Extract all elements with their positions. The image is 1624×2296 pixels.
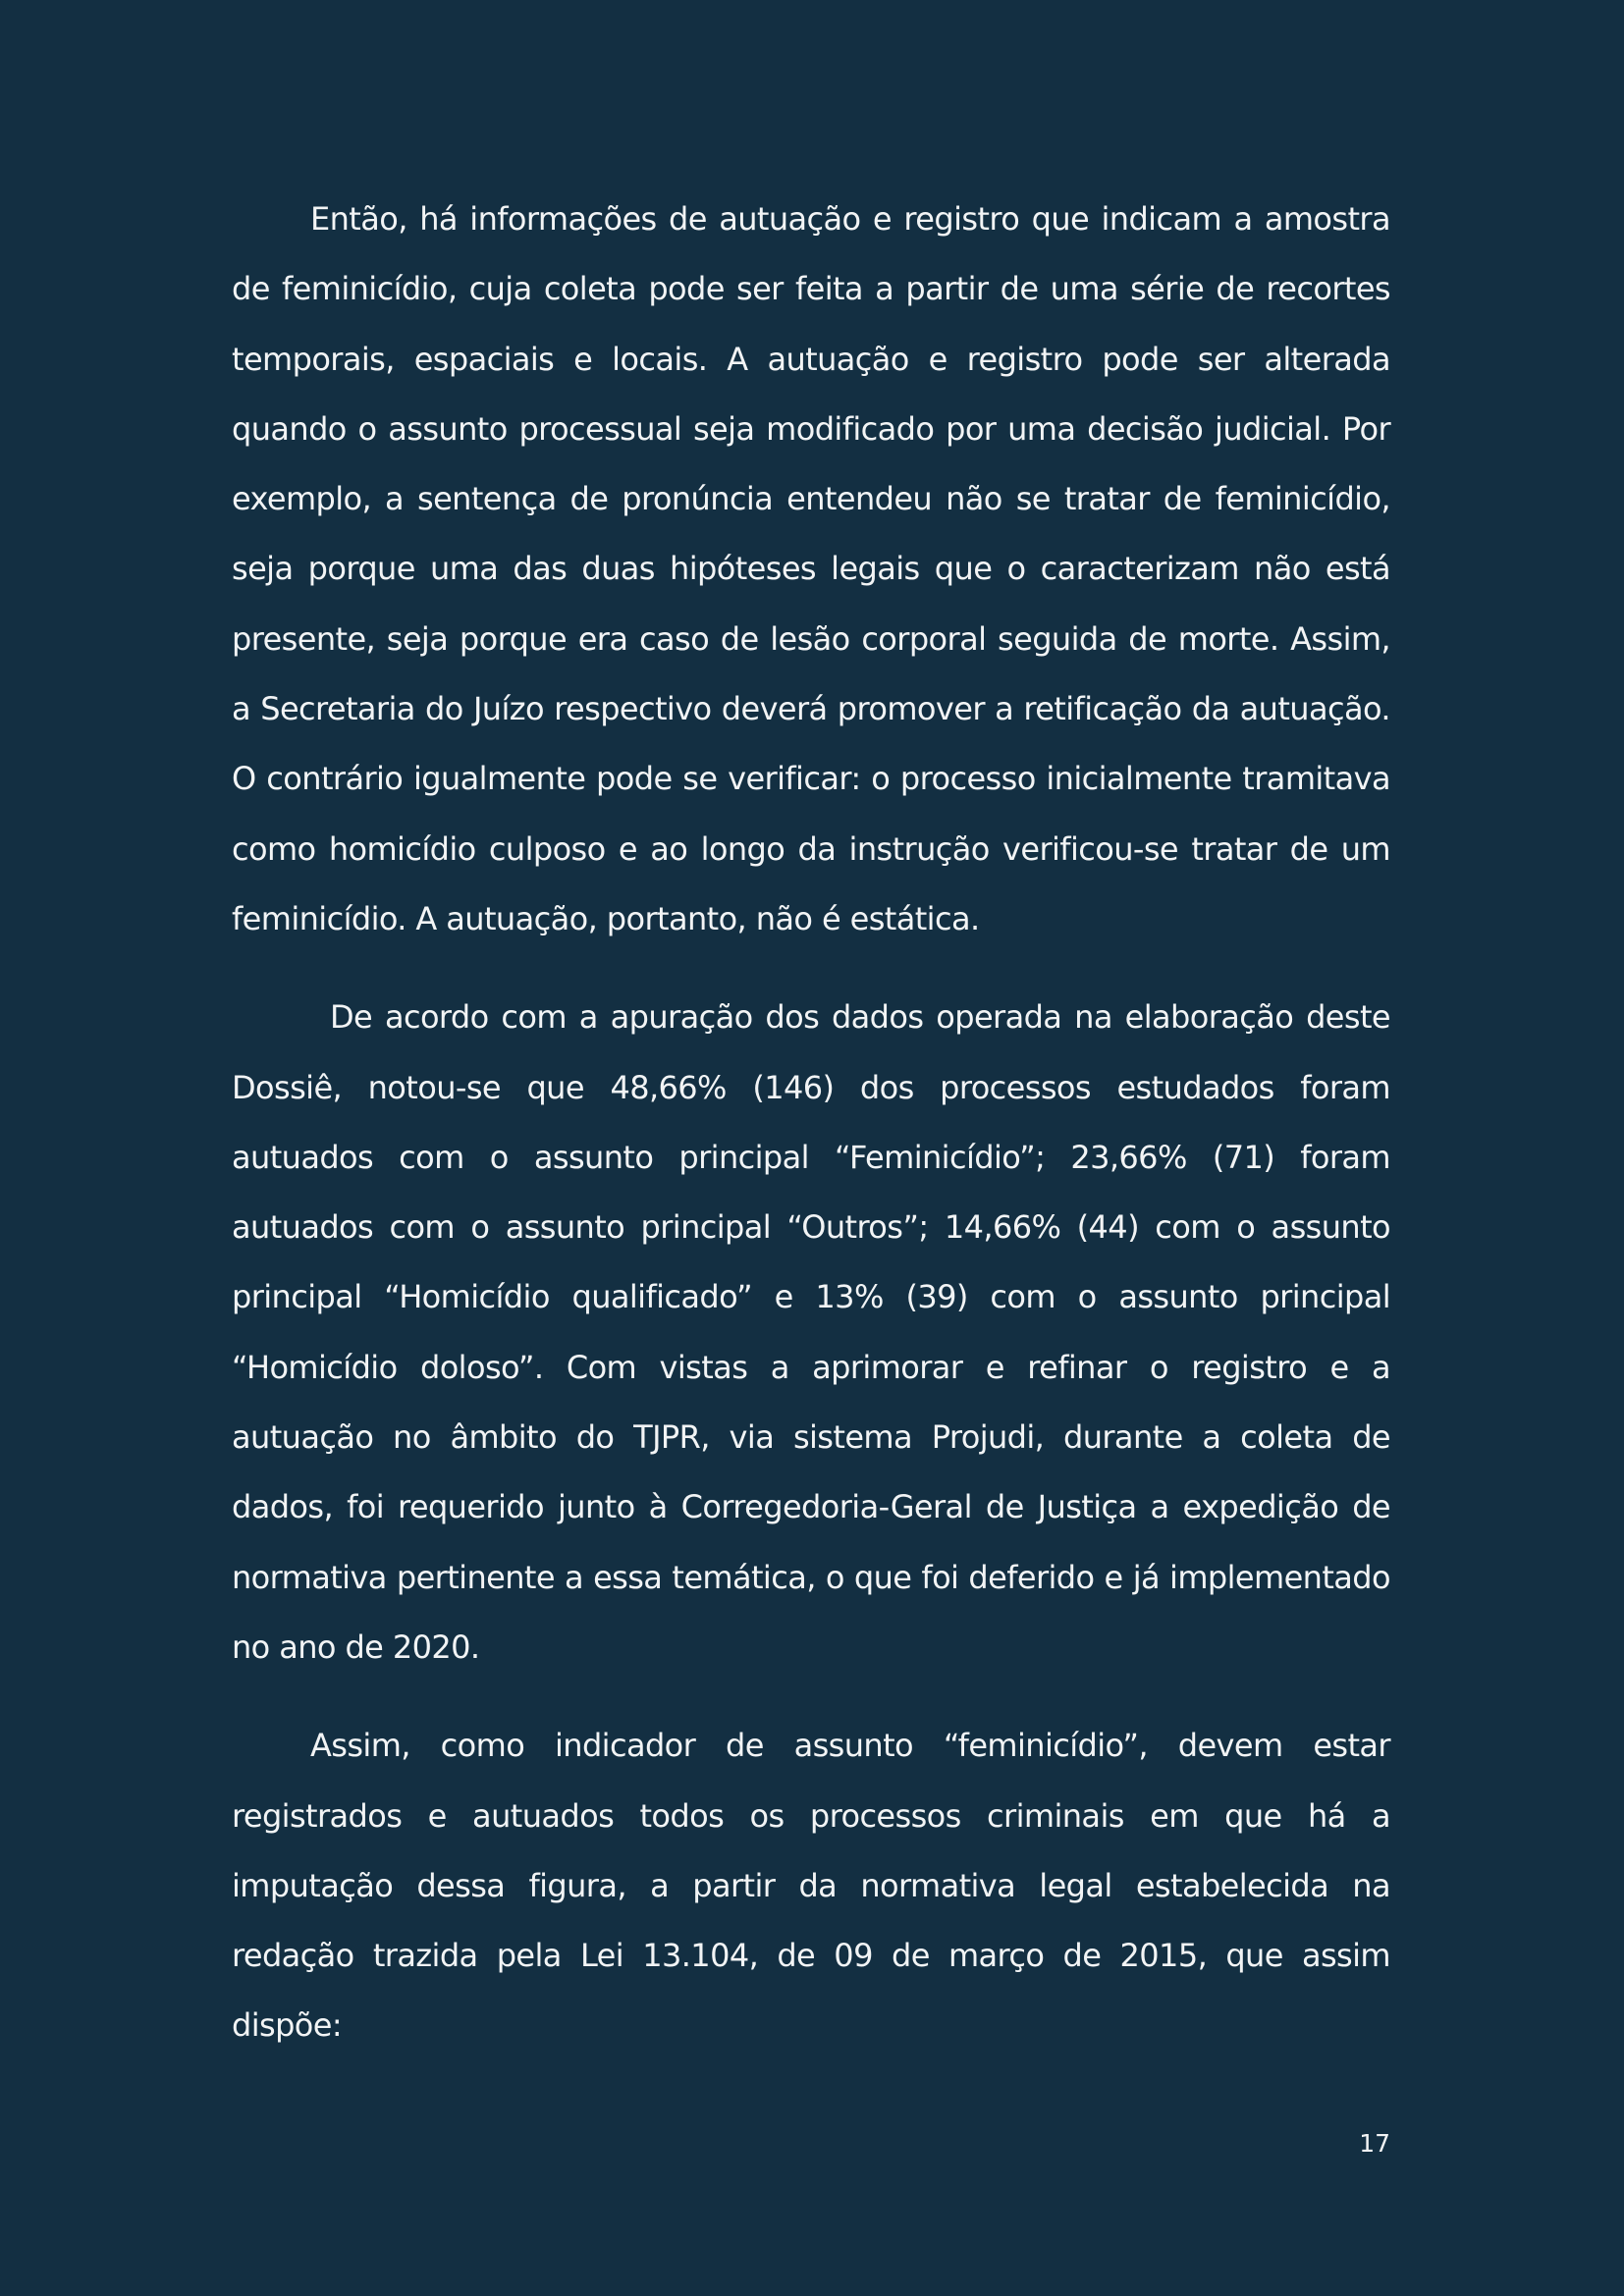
paragraph-indicador-assunto: Assim, como indicador de assunto “feminicídio”, devem estar registrados e autuados todos os processos criminais em que há a imputação dessa figura, a partir da normativa legal estabelecida na redação trazida pela Lei 13.104, de 09 de março de 2015, que assim dispõe: <box>232 1727 1390 2045</box>
body-text <box>232 185 1390 2090</box>
paragraph-autuacao: Então, há informações de autuação e registro que indicam a amostra de feminicídio, cuja coleta pode ser feita a partir de uma série de recortes temporais, espaciais e locais. A autuação e registro pode ser alterada quando o assunto processual seja modificado por uma decisão judicial. Por exemplo, a sentença de pronúncia entendeu não se tratar de feminicídio, seja porque uma das duas hipóteses legais que o caracterizam não está presente, seja porque era caso de lesão corporal seguida de morte. Assim, a Secretaria do Juízo respectivo deverá promover a retificação da autuação. O contrário igualmente pode se verificar: o processo inicialmente tramitava como homicídio culposo e ao longo da instrução verificou-se tratar de um feminicídio. A autuação, portanto, não é estática. <box>232 200 1390 937</box>
paragraph-apuracao-dados: De acordo com a apuração dos dados operada na elaboração deste Dossiê, notou-se que 48,66% (146) dos processos estudados foram autuados com o assunto principal “Feminicídio”; 23,66% (71) foram autuados com o assunto principal “Outros”; 14,66% (44) com o assunto principal “Homicídio qualificado” e 13% (39) com o assunto principal “Homicídio doloso”. Com vistas a aprimorar e refinar o registro e a autuação no âmbito do TJPR, via sistema Projudi, durante a coleta de dados, foi requerido junto à Corregedoria-Geral de Justiça a expedição de normativa pertinente a essa temática, o que foi deferido e já implementado no ano de 2020. <box>232 998 1390 1666</box>
page-number: 17 <box>1359 2129 1390 2158</box>
